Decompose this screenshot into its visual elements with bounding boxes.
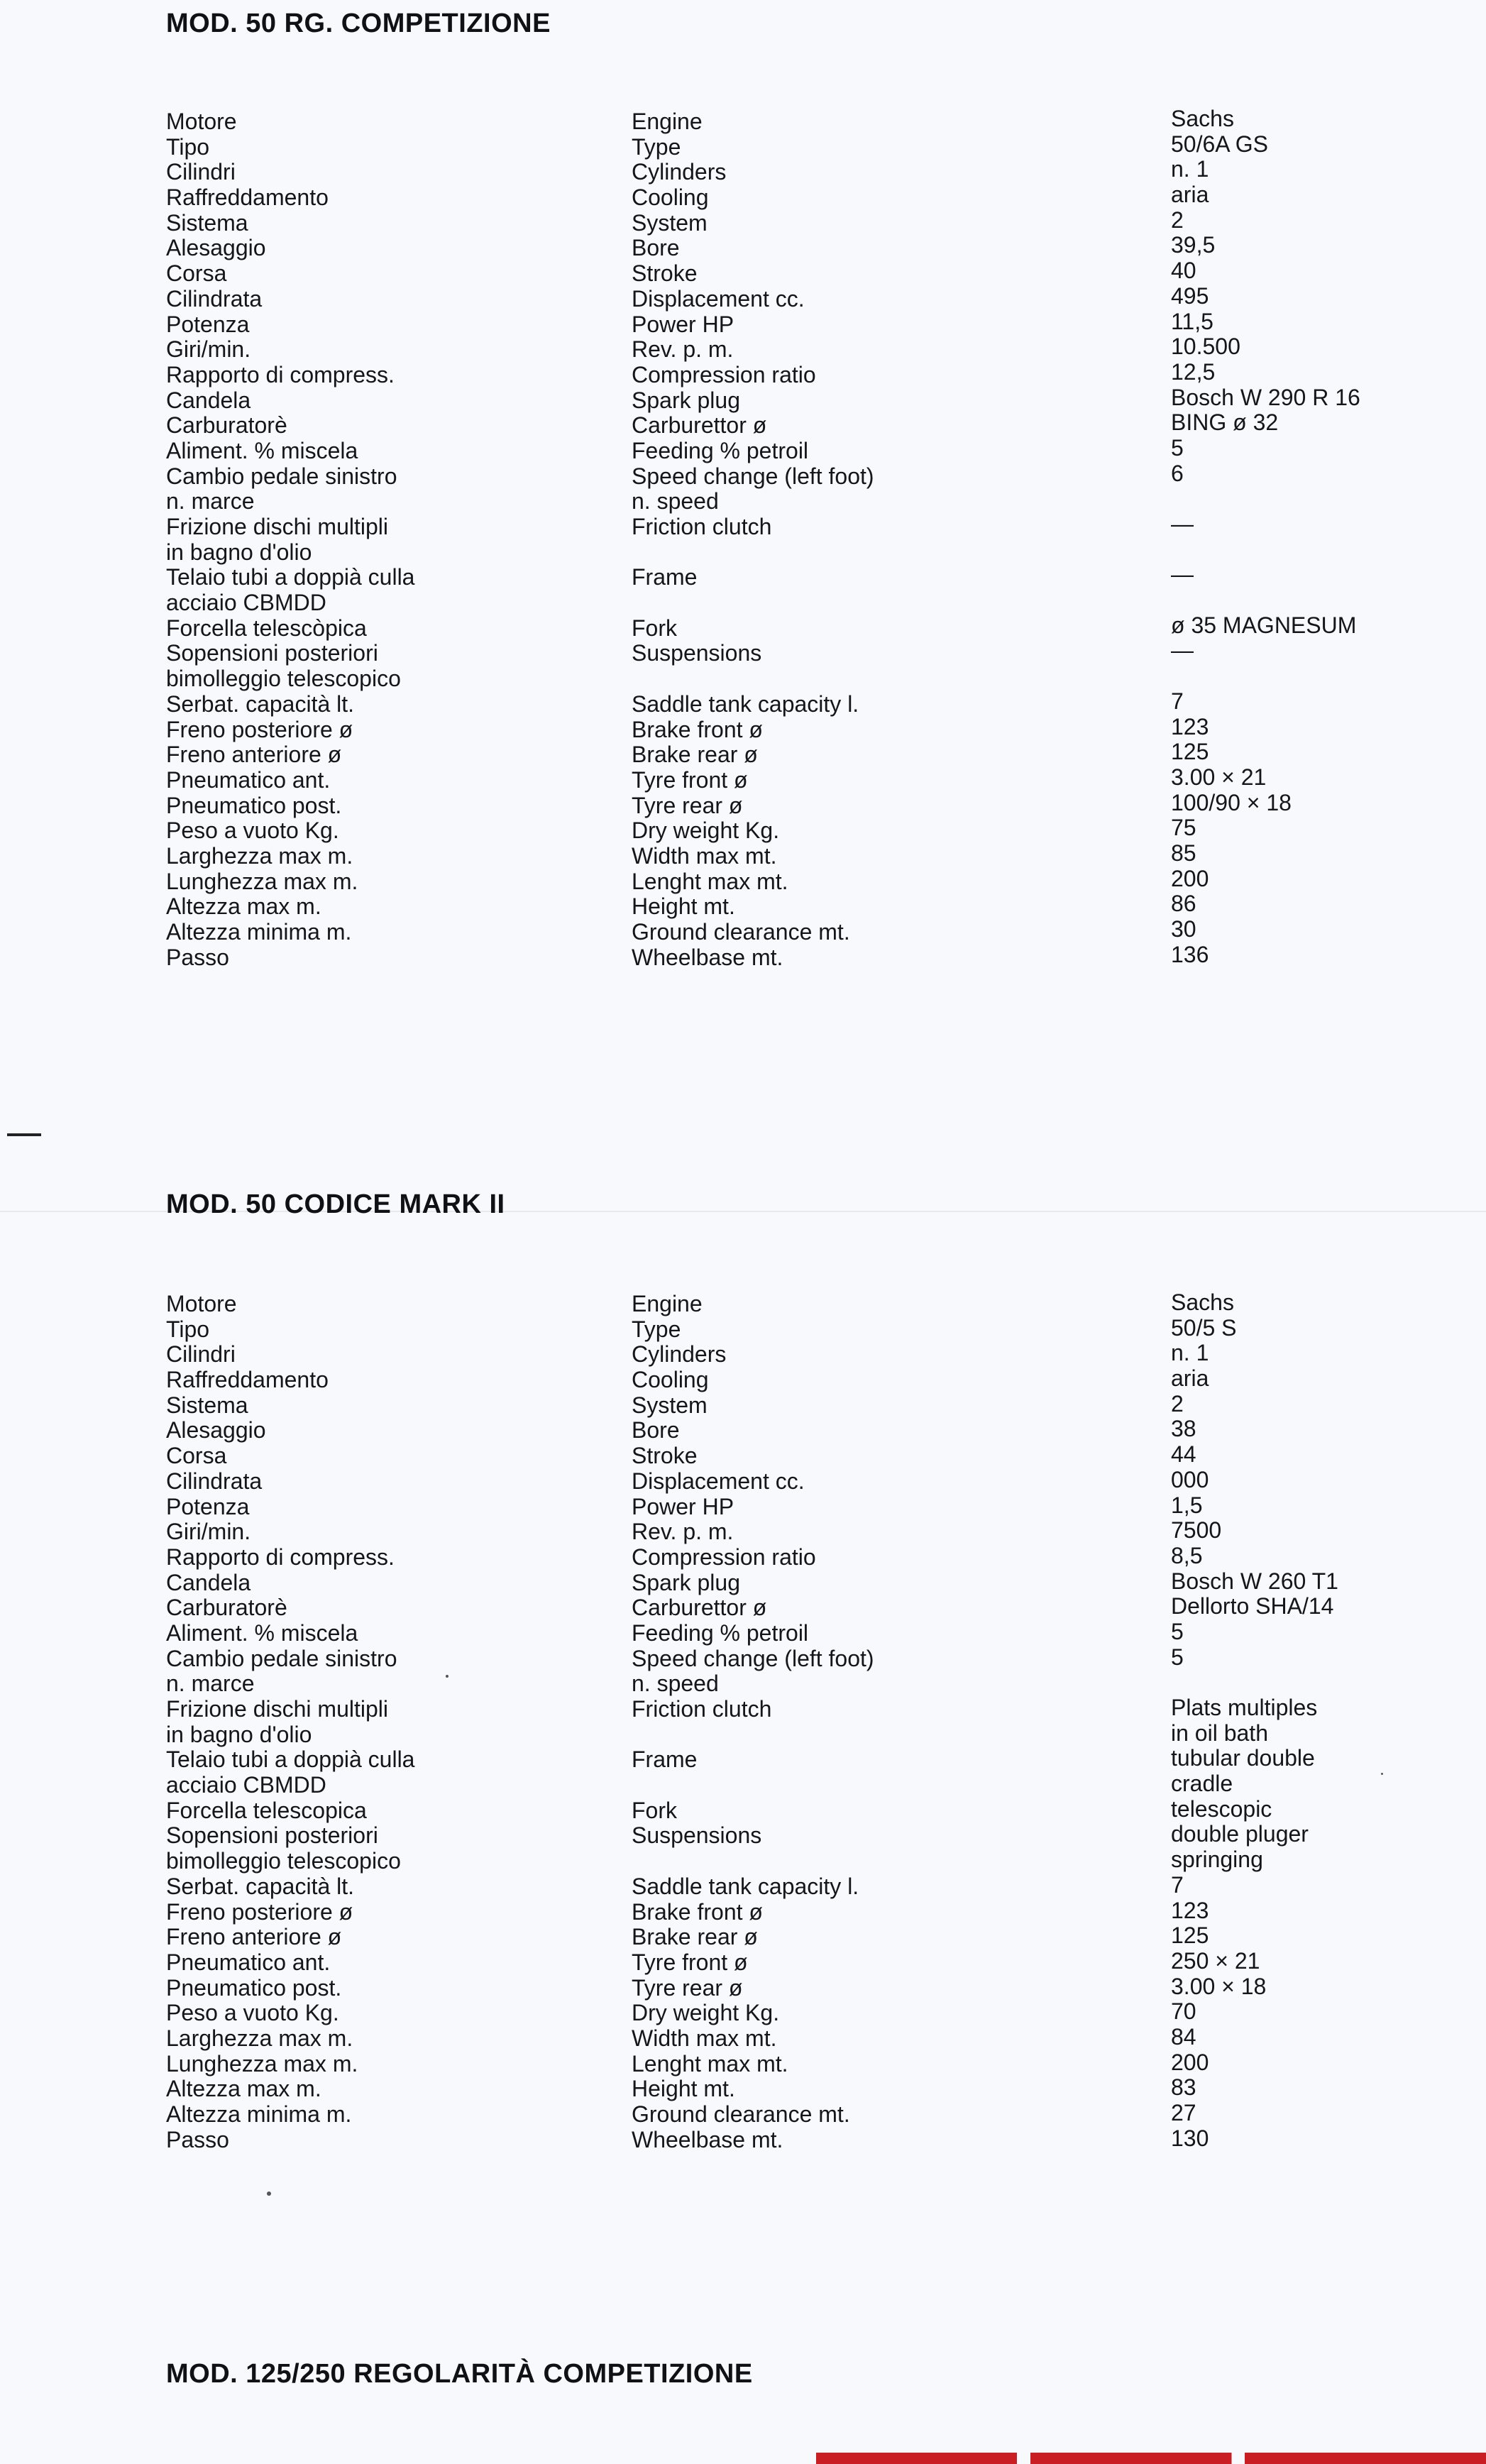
spec-row: Freno posteriore ø xyxy=(166,716,353,742)
spec-row: Brake rear ø xyxy=(632,742,758,768)
spec-row: Engine xyxy=(632,1291,703,1316)
english-labels-column xyxy=(632,1292,874,2152)
spec-row: Sistema xyxy=(166,209,248,236)
spec-row: 2 xyxy=(1171,207,1184,233)
spec-row: Wheelbase mt. xyxy=(632,2126,783,2152)
spec-row: Friction clutch xyxy=(632,514,772,539)
spec-row: 5 xyxy=(1171,434,1184,461)
spec-row: Altezza minima m. xyxy=(166,2101,352,2127)
values-column xyxy=(1171,1290,1338,2151)
spec-row: 136 xyxy=(1171,941,1209,967)
spec-row: Fork xyxy=(632,1797,677,1823)
spec-row: Passo xyxy=(166,944,229,970)
spec-row: 38 xyxy=(1171,1416,1196,1442)
spec-row: BING ø 32 xyxy=(1171,409,1279,436)
spec-row: 5 xyxy=(1171,1618,1184,1644)
spec-row: 10.500 xyxy=(1171,334,1240,360)
spec-row: Carburettor ø xyxy=(632,1595,767,1621)
spec-row: Engine xyxy=(632,109,703,134)
spec-row: Power HP xyxy=(632,311,734,337)
spec-row: Pneumatico post. xyxy=(166,792,342,818)
spec-row xyxy=(1171,588,1360,613)
spec-row xyxy=(1171,664,1360,689)
spec-row: Sachs xyxy=(1171,106,1234,131)
spec-row: Ground clearance mt. xyxy=(632,919,850,945)
scan-mark xyxy=(7,1133,41,1136)
spec-row: Freno anteriore ø xyxy=(166,742,342,768)
spec-row: Dellorto SHA/14 xyxy=(1171,1593,1334,1619)
red-decorative-strip xyxy=(816,2453,1486,2464)
spec-row: Power HP xyxy=(632,1493,734,1519)
spec-row: Fork xyxy=(632,615,677,641)
spec-row: Corsa xyxy=(166,1443,227,1469)
spec-row: Feeding % petroil xyxy=(632,1619,809,1646)
spec-row: Cilindri xyxy=(166,1341,236,1368)
spec-row: Speed change (left foot) xyxy=(632,1645,874,1671)
spec-row: Serbat. capacità lt. xyxy=(166,691,355,717)
spec-row: 125 xyxy=(1171,739,1209,765)
spec-row: Carburettor ø xyxy=(632,412,767,439)
spec-row: 50/6A GS xyxy=(1171,131,1268,157)
spec-row: Passo xyxy=(166,2126,229,2152)
spec-row: Stroke xyxy=(632,260,698,287)
spec-row: Motore xyxy=(166,1291,237,1316)
scan-speck xyxy=(1381,1773,1383,1775)
spec-row: Telaio tubi a doppià culla xyxy=(166,564,415,590)
spec-row: n. marce xyxy=(166,488,255,515)
spec-row: Tipo xyxy=(166,133,210,160)
spec-row: Forcella telescopica xyxy=(166,1797,367,1823)
spec-row: Raffreddamento xyxy=(166,1367,329,1393)
spec-row: Tyre front ø xyxy=(632,1949,748,1975)
spec-row: 3.00 × 21 xyxy=(1171,764,1267,790)
spec-row: Giri/min. xyxy=(166,1519,251,1545)
spec-row: 200 xyxy=(1171,865,1209,891)
spec-row: Saddle tank capacity l. xyxy=(632,1873,859,1899)
spec-row: Rapporto di compress. xyxy=(166,1544,395,1570)
spec-row: Freno anteriore ø xyxy=(166,1924,342,1950)
spec-row: 100/90 × 18 xyxy=(1171,789,1292,815)
spec-row: Cylinders xyxy=(632,1341,727,1368)
spec-row: Plats multiples xyxy=(1171,1695,1318,1720)
section-title: MOD. 50 RG. COMPETIZIONE xyxy=(166,9,551,38)
spec-row: in oil bath xyxy=(1171,1720,1268,1746)
spec-row: aria xyxy=(1171,182,1209,208)
spec-row: 1,5 xyxy=(1171,1492,1203,1518)
spec-row: Rapporto di compress. xyxy=(166,361,395,387)
spec-row: 200 xyxy=(1171,2049,1209,2075)
spec-row: Aliment. % miscela xyxy=(166,1619,358,1646)
spec-row: Sopensioni posteriori xyxy=(166,640,378,666)
spec-row xyxy=(632,1722,874,1748)
spec-row: Rev. p. m. xyxy=(632,336,734,363)
spec-row: Suspensions xyxy=(632,640,762,666)
spec-row: Cambio pedale sinistro xyxy=(166,1645,397,1671)
spec-row: Frizione dischi multipli xyxy=(166,1696,388,1722)
spec-row: Ground clearance mt. xyxy=(632,2101,850,2127)
spec-row: Speed change (left foot) xyxy=(632,463,874,489)
spec-row: Pneumatico ant. xyxy=(166,1949,331,1975)
spec-row: Cylinders xyxy=(632,159,727,185)
spec-row: Friction clutch xyxy=(632,1696,772,1722)
spec-row: Peso a vuoto Kg. xyxy=(166,818,339,844)
spec-row: 495 xyxy=(1171,282,1209,309)
spec-row: 84 xyxy=(1171,2023,1196,2050)
spec-row: 85 xyxy=(1171,840,1196,866)
spec-row xyxy=(632,590,874,616)
spec-row: bimolleggio telescopico xyxy=(166,666,401,692)
spec-row: 000 xyxy=(1171,1466,1209,1492)
spec-row: 39,5 xyxy=(1171,232,1216,258)
spec-row: 7 xyxy=(1171,1871,1184,1898)
spec-row: 6 xyxy=(1171,460,1184,486)
spec-row: System xyxy=(632,209,708,236)
spec-row: Stroke xyxy=(632,1443,698,1469)
english-labels-column xyxy=(632,109,874,970)
spec-row: Cilindri xyxy=(166,159,236,185)
spec-row: Motore xyxy=(166,109,237,134)
spec-row: Bosch W 260 T1 xyxy=(1171,1568,1338,1594)
spec-row: Lunghezza max m. xyxy=(166,868,358,894)
spec-row: Feeding % petroil xyxy=(632,437,809,463)
spec-row: Bosch W 290 R 16 xyxy=(1171,384,1360,410)
spec-row: Cilindrata xyxy=(166,285,263,312)
spec-row: double pluger xyxy=(1171,1821,1309,1847)
spec-row: 5 xyxy=(1171,1644,1184,1670)
spec-row: Compression ratio xyxy=(632,361,816,387)
italian-labels-column xyxy=(166,109,414,970)
spec-row: Telaio tubi a doppià culla xyxy=(166,1747,415,1773)
spec-row: Width max mt. xyxy=(632,842,777,869)
spec-row: 44 xyxy=(1171,1441,1196,1468)
spec-row: Larghezza max m. xyxy=(166,842,353,869)
spec-row: 123 xyxy=(1171,713,1209,739)
spec-row: Spark plug xyxy=(632,387,740,413)
spec-row: Cilindrata xyxy=(166,1468,263,1494)
spec-row: Dry weight Kg. xyxy=(632,818,780,844)
spec-row: 12,5 xyxy=(1171,358,1216,385)
spec-row xyxy=(632,540,874,566)
spec-row: 250 × 21 xyxy=(1171,1947,1260,1974)
spec-row: 125 xyxy=(1171,1923,1209,1949)
spec-row: Candela xyxy=(166,387,251,413)
spec-row: Rev. p. m. xyxy=(632,1519,734,1545)
scan-speck xyxy=(267,2191,271,2196)
spec-row: Width max mt. xyxy=(632,2025,777,2051)
spec-row: — xyxy=(1171,511,1194,537)
spec-row: aria xyxy=(1171,1365,1209,1392)
spec-row: Wheelbase mt. xyxy=(632,944,783,970)
spec-row: Freno posteriore ø xyxy=(166,1898,353,1925)
spec-row: Cooling xyxy=(632,1367,709,1393)
spec-row: Pneumatico ant. xyxy=(166,766,331,793)
spec-row xyxy=(632,1849,874,1874)
spec-row: springing xyxy=(1171,1847,1263,1873)
spec-row: Type xyxy=(632,1316,681,1342)
spec-row: Alesaggio xyxy=(166,1417,266,1443)
spec-row: acciaio CBMDD xyxy=(166,590,326,616)
section-title: MOD. 125/250 REGOLARITÀ COMPETIZIONE xyxy=(166,2359,753,2389)
spec-row: Altezza max m. xyxy=(166,893,321,920)
section-title: MOD. 50 CODICE MARK II xyxy=(166,1189,505,1219)
spec-row: Potenza xyxy=(166,1493,250,1519)
spec-row: n. 1 xyxy=(1171,156,1209,182)
spec-row: 50/5 S xyxy=(1171,1314,1237,1341)
spec-row: Dry weight Kg. xyxy=(632,2000,780,2026)
spec-row: Potenza xyxy=(166,311,250,337)
spec-row: Lunghezza max m. xyxy=(166,2050,358,2077)
spec-row: cradle xyxy=(1171,1771,1233,1797)
spec-row: Carburatorè xyxy=(166,412,287,439)
spec-row xyxy=(1171,1670,1338,1695)
spec-row: Tyre rear ø xyxy=(632,792,743,818)
spec-row: Saddle tank capacity l. xyxy=(632,691,859,717)
italian-labels-column xyxy=(166,1292,414,2152)
spec-row: Displacement cc. xyxy=(632,1468,805,1494)
spec-row: Type xyxy=(632,133,681,160)
spec-row: Frame xyxy=(632,564,698,590)
spec-row: Larghezza max m. xyxy=(166,2025,353,2051)
spec-row: Candela xyxy=(166,1569,251,1595)
spec-row: acciaio CBMDD xyxy=(166,1772,326,1798)
spec-row: Pneumatico post. xyxy=(166,1974,342,2001)
spec-row: Carburatorè xyxy=(166,1595,287,1621)
spec-row: 40 xyxy=(1171,258,1196,284)
spec-row: 27 xyxy=(1171,2100,1196,2125)
spec-row: Peso a vuoto Kg. xyxy=(166,2000,339,2026)
spec-row: 8,5 xyxy=(1171,1542,1203,1568)
spec-row: System xyxy=(632,1392,708,1418)
spec-row: 7 xyxy=(1171,688,1184,714)
spec-row: Tyre rear ø xyxy=(632,1974,743,2001)
spec-row: Spark plug xyxy=(632,1569,740,1595)
spec-row: 2 xyxy=(1171,1390,1184,1417)
spec-row: Giri/min. xyxy=(166,336,251,363)
spec-row: Aliment. % miscela xyxy=(166,437,358,463)
spec-row: 75 xyxy=(1171,815,1196,841)
spec-row: Frizione dischi multipli xyxy=(166,514,388,539)
spec-row: Lenght max mt. xyxy=(632,2050,788,2077)
spec-row: Cooling xyxy=(632,185,709,211)
spec-row: Sopensioni posteriori xyxy=(166,1822,378,1849)
spec-row: Tipo xyxy=(166,1316,210,1342)
spec-row: 70 xyxy=(1171,1998,1196,2025)
spec-row: Height mt. xyxy=(632,2076,735,2102)
spec-row: n. speed xyxy=(632,488,719,515)
spec-row: Brake rear ø xyxy=(632,1924,758,1950)
spec-row xyxy=(632,1773,874,1798)
spec-row: n. 1 xyxy=(1171,1340,1209,1366)
spec-row: Suspensions xyxy=(632,1822,762,1849)
spec-row: 130 xyxy=(1171,2125,1209,2151)
values-column xyxy=(1171,106,1360,967)
spec-row: n. marce xyxy=(166,1671,255,1697)
spec-row xyxy=(1171,537,1360,563)
spec-row: n. speed xyxy=(632,1671,719,1697)
scan-speck xyxy=(446,1675,448,1678)
spec-row: Forcella telescòpica xyxy=(166,615,367,641)
spec-row: Altezza max m. xyxy=(166,2076,321,2102)
spec-row: tubular double xyxy=(1171,1745,1315,1771)
spec-row: 7500 xyxy=(1171,1517,1222,1544)
spec-row: Frame xyxy=(632,1747,698,1773)
spec-row: Brake front ø xyxy=(632,1898,763,1925)
spec-row: Lenght max mt. xyxy=(632,868,788,894)
spec-row: Altezza minima m. xyxy=(166,919,352,945)
spec-row xyxy=(632,666,874,692)
spec-row: 83 xyxy=(1171,2074,1196,2101)
spec-row: Displacement cc. xyxy=(632,285,805,312)
spec-row: Tyre front ø xyxy=(632,766,748,793)
spec-row: in bagno d'olio xyxy=(166,539,312,565)
spec-row: Alesaggio xyxy=(166,235,266,261)
spec-row: 86 xyxy=(1171,891,1196,917)
spec-row: — xyxy=(1171,561,1194,588)
spec-row: telescopic xyxy=(1171,1795,1272,1822)
spec-row: 123 xyxy=(1171,1897,1209,1923)
spec-row: — xyxy=(1171,637,1194,664)
spec-row: Compression ratio xyxy=(632,1544,816,1570)
spec-row xyxy=(1171,486,1360,512)
spec-row: 30 xyxy=(1171,916,1196,942)
spec-row: Serbat. capacità lt. xyxy=(166,1873,355,1899)
spec-row: Bore xyxy=(632,1417,680,1443)
spec-row: in bagno d'olio xyxy=(166,1721,312,1747)
spec-row: Sachs xyxy=(1171,1289,1234,1315)
spec-row: Corsa xyxy=(166,260,227,287)
spec-row: Height mt. xyxy=(632,893,735,920)
spec-row: ø 35 MAGNESUM xyxy=(1171,612,1357,638)
spec-row: 11,5 xyxy=(1171,308,1213,334)
spec-row: Brake front ø xyxy=(632,716,763,742)
spec-row: Raffreddamento xyxy=(166,185,329,211)
spec-row: 3.00 × 18 xyxy=(1171,1973,1267,1999)
spec-row: Sistema xyxy=(166,1392,248,1418)
spec-row: bimolleggio telescopico xyxy=(166,1848,401,1874)
spec-row: Bore xyxy=(632,235,680,261)
spec-row: Cambio pedale sinistro xyxy=(166,463,397,489)
